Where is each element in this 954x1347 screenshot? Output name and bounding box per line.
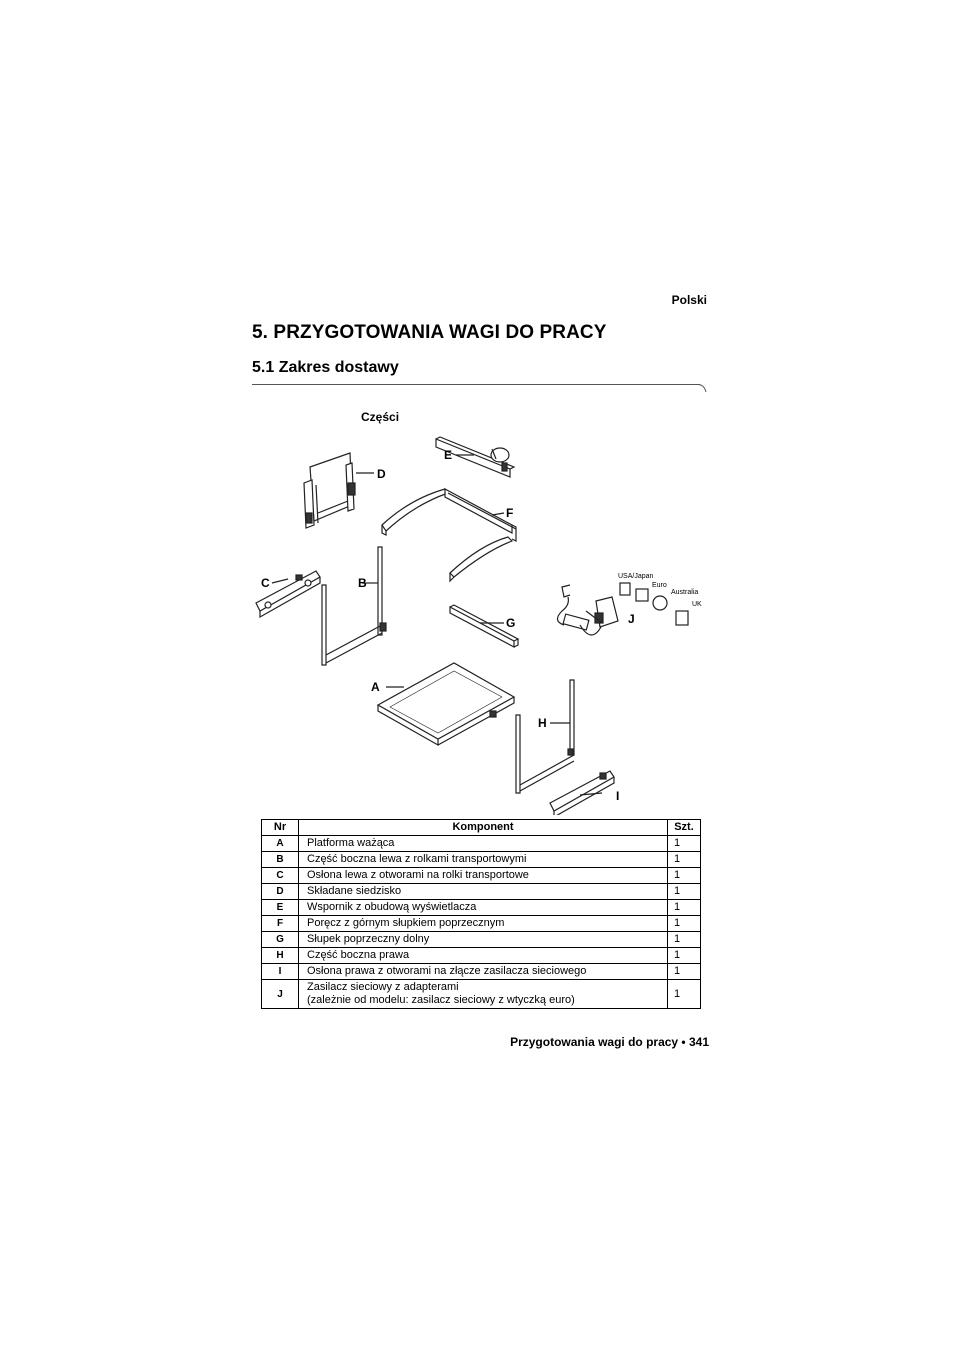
row-qty: 1: [668, 964, 701, 980]
table-row: [262, 916, 701, 932]
header-nr: Nr: [262, 820, 299, 836]
chapter-heading: 5. PRZYGOTOWANIA WAGI DO PRACY: [252, 322, 607, 343]
row-component: Poręcz z górnym słupkiem poprzecznym: [299, 916, 668, 932]
section-heading: 5.1 Zakres dostawy: [252, 359, 399, 376]
row-component: [299, 980, 668, 1009]
table-row: [262, 980, 701, 1009]
row-component: Część boczna lewa z rolkami transportowymi: [299, 852, 668, 868]
row-nr: B: [262, 852, 299, 868]
adapter-usa-japan-label: USA/Japan: [618, 573, 654, 580]
part-a-platform-drawing: [378, 663, 514, 745]
table-row: [262, 852, 701, 868]
language-label: Polski: [671, 293, 707, 307]
row-nr: D: [262, 884, 299, 900]
label-h: H: [538, 716, 547, 730]
label-e: E: [444, 448, 453, 462]
label-a: A: [371, 680, 380, 694]
row-nr: I: [262, 964, 299, 980]
row-component: Słupek poprzeczny dolny: [299, 932, 668, 948]
part-h-right-side-drawing: [516, 680, 574, 793]
figure-caption: Części: [361, 410, 400, 424]
table-row: [262, 932, 701, 948]
header-qty: Szt.: [668, 820, 701, 836]
row-component: Część boczna prawa: [299, 948, 668, 964]
row-component: Osłona prawa z otworami na złącze zasilacza sieciowego: [299, 964, 668, 980]
parts-illustration: [240, 425, 720, 815]
table-row: [262, 964, 701, 980]
row-qty: 1: [668, 884, 701, 900]
row-nr: F: [262, 916, 299, 932]
table-row: [262, 948, 701, 964]
page-footer: Przygotowania wagi do pracy • 341: [510, 1035, 709, 1049]
row-nr: E: [262, 900, 299, 916]
row-qty: 1: [668, 852, 701, 868]
row-qty: 1: [668, 868, 701, 884]
row-component-line1: Zasilacz sieciowy z adapterami: [307, 981, 459, 993]
part-d-folding-seat-drawing: [304, 453, 355, 528]
parts-table: [261, 819, 701, 1009]
label-c: C: [261, 576, 270, 590]
row-qty: 1: [668, 980, 701, 1009]
row-nr: H: [262, 948, 299, 964]
table-row: [262, 836, 701, 852]
row-component-line2: (zależnie od modelu: zasilacz sieciowy z wtyczką euro): [307, 994, 575, 1006]
part-b-left-side-drawing: [322, 547, 386, 665]
row-component: Składane siedzisko: [299, 884, 668, 900]
part-f-handrail-drawing: [382, 489, 516, 581]
section-rule: [252, 384, 700, 385]
label-b: B: [358, 576, 367, 590]
table-row: [262, 900, 701, 916]
table-row: [262, 868, 701, 884]
row-nr: A: [262, 836, 299, 852]
row-nr: C: [262, 868, 299, 884]
row-nr: J: [262, 980, 299, 1009]
label-i: I: [616, 789, 620, 803]
adapter-australia-label: Australia: [671, 589, 699, 596]
part-i-right-cover-drawing: [550, 771, 614, 815]
label-g: G: [506, 616, 516, 630]
header-component: Komponent: [299, 820, 668, 836]
row-component: Osłona lewa z otworami na rolki transportowe: [299, 868, 668, 884]
section-rule-corner: [698, 384, 710, 396]
adapter-uk-label: UK: [692, 601, 702, 608]
label-d: D: [377, 467, 386, 481]
adapter-euro-label: Euro: [652, 582, 667, 589]
row-qty: 1: [668, 916, 701, 932]
table-row: [262, 884, 701, 900]
row-qty: 1: [668, 836, 701, 852]
label-j: J: [628, 612, 635, 626]
row-qty: 1: [668, 900, 701, 916]
row-nr: G: [262, 932, 299, 948]
table-header-row: [262, 820, 701, 836]
part-j-power-supply-drawing: [557, 583, 688, 635]
label-f: F: [506, 506, 514, 520]
row-component: Platforma ważąca: [299, 836, 668, 852]
row-qty: 1: [668, 948, 701, 964]
row-qty: 1: [668, 932, 701, 948]
row-component: Wspornik z obudową wyświetlacza: [299, 900, 668, 916]
